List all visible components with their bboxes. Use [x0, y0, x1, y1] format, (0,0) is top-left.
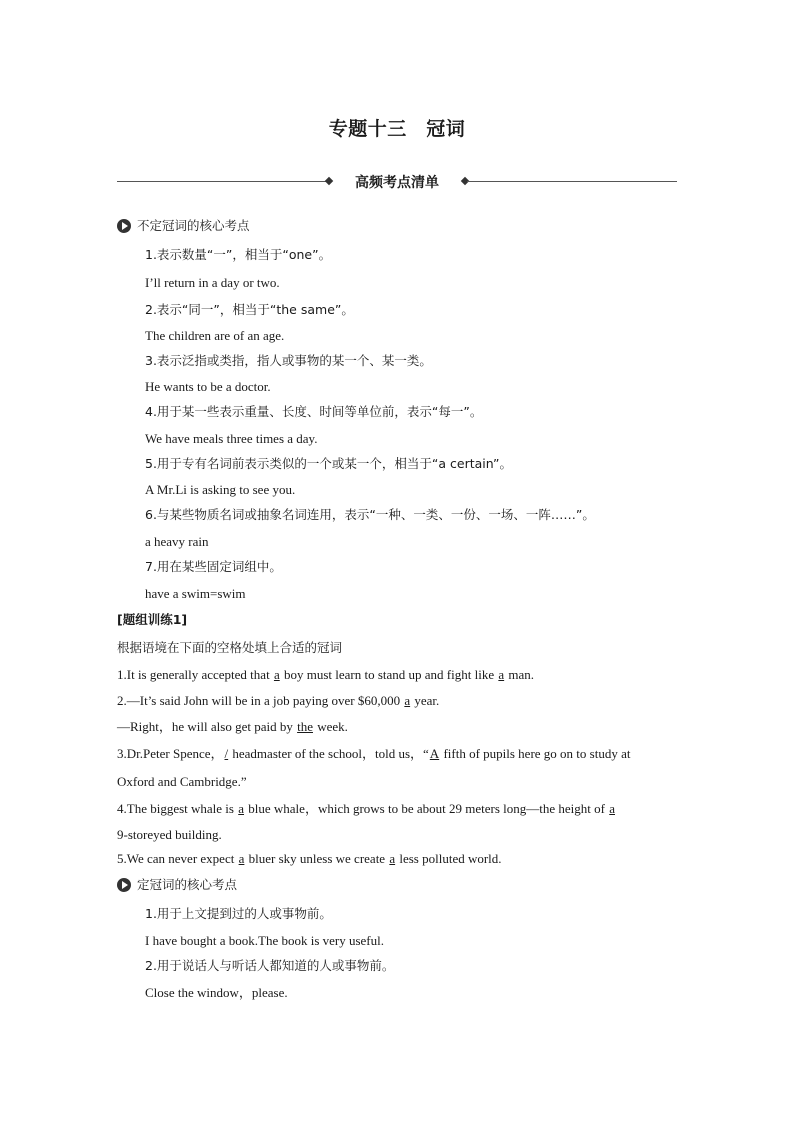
rule-item: 7.用在某些固定词组中。 — [145, 559, 282, 574]
answer-blank: a — [389, 851, 396, 866]
play-icon — [117, 878, 131, 892]
answer-blank: A — [429, 746, 440, 761]
rule-item: 2.表示“同一”，相当于“the same”。 — [145, 302, 354, 317]
play-icon — [117, 219, 131, 233]
question-5: 5.We can never expect a bluer sky unless we create a less polluted world. — [117, 851, 502, 866]
banner-rule-right — [467, 181, 677, 182]
example-sentence: He wants to be a doctor. — [145, 379, 271, 394]
example-sentence: Close the window，please. — [145, 985, 288, 1000]
question-4: 4.The biggest whale is a blue whale，which grows to be about 29 meters long—the height of a — [117, 801, 615, 816]
banner-title: 高频考点清单 — [355, 175, 439, 191]
rule-item: 3.表示泛指或类指，指人或事物的某一个、某一类。 — [145, 353, 432, 368]
example-sentence: A Mr.Li is asking to see you. — [145, 482, 296, 497]
rule-item: 5.用于专有名词前表示类似的一个或某一个，相当于“a certain”。 — [145, 456, 512, 471]
example-sentence: a heavy rain — [145, 534, 209, 549]
answer-blank: a — [238, 851, 245, 866]
answer-blank: a — [273, 667, 280, 682]
section-heading-text: 定冠词的核心考点 — [137, 877, 238, 892]
question-2: 2.—It’s said John will be in a job paying over $60,000 a year. — [117, 693, 440, 708]
question-1: 1.It is generally accepted that a boy must learn to stand up and fight like a man. — [117, 667, 535, 682]
rule-item: 6.与某些物质名词或抽象名词连用，表示“一种、一类、一份、一场、一阵……”。 — [145, 507, 595, 522]
answer-blank: a — [498, 667, 505, 682]
exercise-instruction: 根据语境在下面的空格处填上合适的冠词 — [117, 640, 343, 655]
example-sentence: I have bought a book.The book is very useful. — [145, 933, 385, 948]
rule-item: 4.用于某一些表示重量、长度、时间等单位前，表示“每一”。 — [145, 404, 483, 419]
exercise-label: [题组训练1] — [117, 612, 188, 627]
answer-blank: / — [224, 746, 229, 761]
example-sentence: have a swim=swim — [145, 586, 246, 601]
question-2-reply: —Right，he will also get paid by the week. — [117, 719, 348, 734]
rule-item: 1.表示数量“一”，相当于“one”。 — [145, 247, 332, 262]
rule-item: 2.用于说话人与听话人都知道的人或事物前。 — [145, 958, 395, 973]
answer-blank: a — [404, 693, 411, 708]
question-4-continued: 9-storeyed building. — [117, 827, 222, 842]
answer-blank: a — [609, 801, 615, 816]
question-3: 3.Dr.Peter Spence，/ headmaster of the school，told us，“A fifth of pupils here go on to study at — [117, 746, 631, 761]
page-title: 专题十三 冠词 — [328, 118, 466, 140]
section-heading — [117, 218, 250, 234]
rule-item: 1.用于上文提到过的人或事物前。 — [145, 906, 332, 921]
question-3-continued: Oxford and Cambridge.” — [117, 774, 247, 789]
example-sentence: The children are of an age. — [145, 328, 285, 343]
section-banner — [117, 170, 677, 194]
example-sentence: We have meals three times a day. — [145, 431, 318, 446]
example-sentence: I’ll return in a day or two. — [145, 275, 280, 290]
section-heading — [117, 877, 237, 893]
answer-blank: the — [297, 719, 313, 734]
answer-blank: a — [238, 801, 245, 816]
section-heading-text: 不定冠词的核心考点 — [137, 218, 250, 233]
